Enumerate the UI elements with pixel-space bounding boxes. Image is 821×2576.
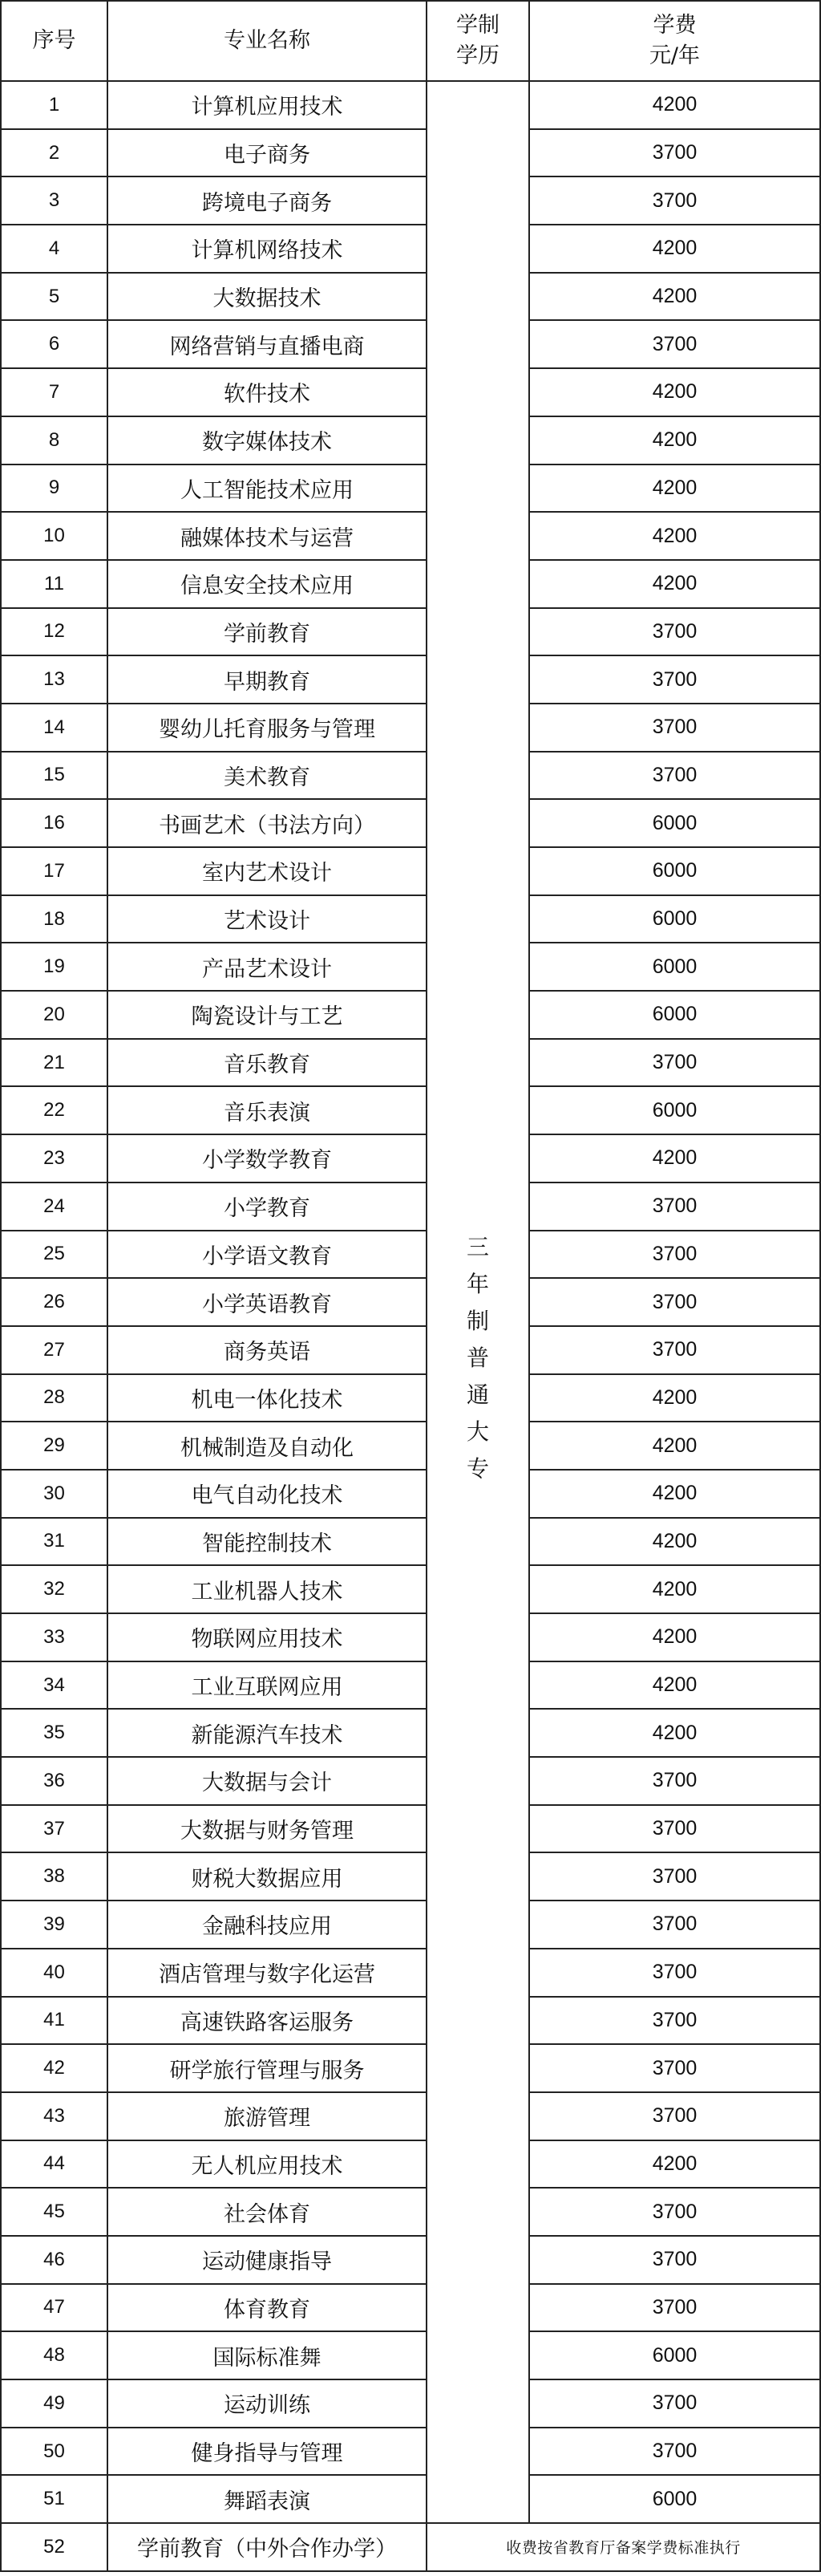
tuition-fee: 3700 <box>529 704 820 752</box>
major-name: 金融科技应用 <box>107 1901 427 1949</box>
table-row <box>1 1709 820 1757</box>
table-row <box>1 2428 820 2476</box>
tuition-fee: 3700 <box>529 2236 820 2284</box>
duration-label: 三年制普通大专 <box>466 1234 489 1483</box>
tuition-fee: 3700 <box>529 1183 820 1231</box>
major-name: 国际标准舞 <box>107 2331 427 2379</box>
major-name: 美术教育 <box>107 752 427 800</box>
tuition-fee: 3700 <box>529 1231 820 1279</box>
table-row <box>1 1757 820 1805</box>
tuition-fee: 6000 <box>529 991 820 1039</box>
table-row <box>1 752 820 800</box>
tuition-fee: 3700 <box>529 2379 820 2428</box>
table-row <box>1 1134 820 1183</box>
row-number: 29 <box>1 1422 107 1470</box>
table-row <box>1 560 820 608</box>
major-name: 大数据技术 <box>107 273 427 321</box>
row-number: 6 <box>1 320 107 368</box>
table-row <box>1 512 820 560</box>
row-number: 19 <box>1 943 107 991</box>
row-number: 8 <box>1 416 107 464</box>
table-row <box>1 368 820 416</box>
table-row <box>1 1086 820 1134</box>
row-number: 47 <box>1 2284 107 2332</box>
major-name: 运动训练 <box>107 2379 427 2428</box>
row-number: 37 <box>1 1805 107 1853</box>
row-number: 42 <box>1 2044 107 2092</box>
table-row <box>1 991 820 1039</box>
row-number: 50 <box>1 2428 107 2476</box>
table-row <box>1 895 820 943</box>
tuition-fee: 3700 <box>529 2284 820 2332</box>
row-number: 27 <box>1 1326 107 1374</box>
major-name: 大数据与财务管理 <box>107 1805 427 1853</box>
major-name: 电气自动化技术 <box>107 1470 427 1518</box>
row-number: 49 <box>1 2379 107 2428</box>
header-no: 序号 <box>1 1 107 81</box>
tuition-fee: 6000 <box>529 895 820 943</box>
table-row <box>1 129 820 177</box>
table-row <box>1 225 820 273</box>
row-number: 36 <box>1 1757 107 1805</box>
row-number: 43 <box>1 2092 107 2140</box>
tuition-fee: 4200 <box>529 1134 820 1183</box>
row-number: 52 <box>1 2523 107 2571</box>
major-name: 计算机应用技术 <box>107 81 427 129</box>
tuition-fee: 3700 <box>529 608 820 656</box>
table-header-row <box>1 1 820 81</box>
table-row <box>1 608 820 656</box>
row-number: 35 <box>1 1709 107 1757</box>
row-number: 24 <box>1 1183 107 1231</box>
table-row <box>1 1997 820 2045</box>
table-row <box>1 273 820 321</box>
major-name: 商务英语 <box>107 1326 427 1374</box>
major-name: 室内艺术设计 <box>107 847 427 895</box>
tuition-fee: 3700 <box>529 2092 820 2140</box>
tuition-fee: 3700 <box>529 1997 820 2045</box>
row-number: 9 <box>1 464 107 513</box>
table-row <box>1 2092 820 2140</box>
tuition-fee: 3700 <box>529 320 820 368</box>
tuition-fee: 3700 <box>529 2044 820 2092</box>
major-name: 工业互联网应用 <box>107 1661 427 1710</box>
table-row <box>1 655 820 704</box>
major-name: 信息安全技术应用 <box>107 560 427 608</box>
tuition-fee: 4200 <box>529 1422 820 1470</box>
major-name: 学前教育（中外合作办学） <box>107 2523 427 2571</box>
major-name: 网络营销与直播电商 <box>107 320 427 368</box>
major-name: 无人机应用技术 <box>107 2140 427 2189</box>
major-name: 人工智能技术应用 <box>107 464 427 513</box>
table-row <box>1 2236 820 2284</box>
table-body <box>1 81 820 2571</box>
tuition-fee: 4200 <box>529 368 820 416</box>
row-number: 23 <box>1 1134 107 1183</box>
duration-cell <box>427 81 529 2523</box>
table-row <box>1 416 820 464</box>
tuition-fee: 6000 <box>529 2331 820 2379</box>
major-name: 酒店管理与数字化运营 <box>107 1949 427 1997</box>
header-name: 专业名称 <box>107 1 427 81</box>
table-row <box>1 847 820 895</box>
row-number: 16 <box>1 799 107 847</box>
row-number: 13 <box>1 655 107 704</box>
row-number: 12 <box>1 608 107 656</box>
row-number: 28 <box>1 1374 107 1422</box>
tuition-fee: 3700 <box>529 1757 820 1805</box>
row-number: 33 <box>1 1613 107 1661</box>
major-name: 运动健康指导 <box>107 2236 427 2284</box>
major-name: 电子商务 <box>107 129 427 177</box>
row-number: 4 <box>1 225 107 273</box>
row-number: 30 <box>1 1470 107 1518</box>
table-row <box>1 2140 820 2189</box>
major-name: 财税大数据应用 <box>107 1852 427 1901</box>
major-name: 健身指导与管理 <box>107 2428 427 2476</box>
tuition-fee: 4200 <box>529 512 820 560</box>
tuition-fee: 4200 <box>529 2140 820 2189</box>
table-row <box>1 464 820 513</box>
tuition-fee: 3700 <box>529 176 820 225</box>
table-row <box>1 1805 820 1853</box>
row-number: 10 <box>1 512 107 560</box>
table-row <box>1 176 820 225</box>
row-number: 39 <box>1 1901 107 1949</box>
major-name: 融媒体技术与运营 <box>107 512 427 560</box>
header-duration-line2: 学历 <box>456 43 499 68</box>
header-duration-line1: 学制 <box>456 13 499 38</box>
row-number: 15 <box>1 752 107 800</box>
tuition-fee: 3700 <box>529 1326 820 1374</box>
row-number: 18 <box>1 895 107 943</box>
row-number: 34 <box>1 1661 107 1710</box>
tuition-fee: 4200 <box>529 560 820 608</box>
fee-note: 收费按省教育厅备案学费标准执行 <box>427 2523 820 2571</box>
major-name: 高速铁路客运服务 <box>107 1997 427 2045</box>
major-name: 智能控制技术 <box>107 1518 427 1566</box>
header-duration <box>427 1 529 81</box>
major-name: 陶瓷设计与工艺 <box>107 991 427 1039</box>
table-row <box>1 1949 820 1997</box>
row-number: 31 <box>1 1518 107 1566</box>
table-row <box>1 1470 820 1518</box>
tuition-fee: 6000 <box>529 943 820 991</box>
major-name: 机电一体化技术 <box>107 1374 427 1422</box>
table-row <box>1 1518 820 1566</box>
table-row <box>1 2331 820 2379</box>
major-name: 产品艺术设计 <box>107 943 427 991</box>
major-name: 大数据与会计 <box>107 1757 427 1805</box>
table-row <box>1 1374 820 1422</box>
major-name: 舞蹈表演 <box>107 2475 427 2523</box>
major-name: 体育教育 <box>107 2284 427 2332</box>
table-row <box>1 2188 820 2236</box>
header-fee <box>529 1 820 81</box>
table-row <box>1 2379 820 2428</box>
tuition-fee: 3700 <box>529 1949 820 1997</box>
tuition-fee: 3700 <box>529 2428 820 2476</box>
row-number: 26 <box>1 1278 107 1326</box>
row-number: 17 <box>1 847 107 895</box>
major-name: 旅游管理 <box>107 2092 427 2140</box>
major-name: 数字媒体技术 <box>107 416 427 464</box>
tuition-fee: 3700 <box>529 1852 820 1901</box>
tuition-fee: 4200 <box>529 1470 820 1518</box>
row-number: 51 <box>1 2475 107 2523</box>
table-row <box>1 1183 820 1231</box>
tuition-fee: 4200 <box>529 1374 820 1422</box>
major-name: 小学语文教育 <box>107 1231 427 1279</box>
major-name: 社会体育 <box>107 2188 427 2236</box>
table-row <box>1 1901 820 1949</box>
tuition-fee: 4200 <box>529 1565 820 1613</box>
row-number: 11 <box>1 560 107 608</box>
major-name: 工业机器人技术 <box>107 1565 427 1613</box>
row-number: 48 <box>1 2331 107 2379</box>
row-number: 32 <box>1 1565 107 1613</box>
major-name: 机械制造及自动化 <box>107 1422 427 1470</box>
tuition-fee: 4200 <box>529 81 820 129</box>
row-number: 1 <box>1 81 107 129</box>
table-row <box>1 1422 820 1470</box>
tuition-fee: 4200 <box>529 1613 820 1661</box>
table-row <box>1 2523 820 2571</box>
major-name: 小学教育 <box>107 1183 427 1231</box>
table-row <box>1 1852 820 1901</box>
major-name: 早期教育 <box>107 655 427 704</box>
table-row <box>1 2284 820 2332</box>
row-number: 41 <box>1 1997 107 2045</box>
table-row <box>1 320 820 368</box>
row-number: 14 <box>1 704 107 752</box>
row-number: 40 <box>1 1949 107 1997</box>
tuition-fee: 6000 <box>529 799 820 847</box>
major-name: 小学数学教育 <box>107 1134 427 1183</box>
row-number: 3 <box>1 176 107 225</box>
table-row <box>1 1231 820 1279</box>
table-row <box>1 2475 820 2523</box>
header-fee-line1: 学费 <box>653 13 697 38</box>
table-row <box>1 81 820 129</box>
row-number: 44 <box>1 2140 107 2189</box>
tuition-fee: 4200 <box>529 1709 820 1757</box>
table-row <box>1 1039 820 1087</box>
tuition-fee: 3700 <box>529 129 820 177</box>
row-number: 25 <box>1 1231 107 1279</box>
row-number: 7 <box>1 368 107 416</box>
tuition-fee: 3700 <box>529 1901 820 1949</box>
major-name: 研学旅行管理与服务 <box>107 2044 427 2092</box>
tuition-fee: 3700 <box>529 655 820 704</box>
table-row <box>1 1661 820 1710</box>
major-name: 婴幼儿托育服务与管理 <box>107 704 427 752</box>
header-fee-line2: 元/年 <box>649 43 701 68</box>
tuition-fee: 4200 <box>529 225 820 273</box>
major-name: 学前教育 <box>107 608 427 656</box>
table-row <box>1 799 820 847</box>
tuition-fee: 6000 <box>529 2475 820 2523</box>
table-row <box>1 1326 820 1374</box>
tuition-fee: 6000 <box>529 1086 820 1134</box>
table-row <box>1 1565 820 1613</box>
major-name: 跨境电子商务 <box>107 176 427 225</box>
tuition-fee: 3700 <box>529 752 820 800</box>
row-number: 22 <box>1 1086 107 1134</box>
major-name: 艺术设计 <box>107 895 427 943</box>
tuition-fee: 3700 <box>529 1278 820 1326</box>
row-number: 45 <box>1 2188 107 2236</box>
tuition-fee: 4200 <box>529 273 820 321</box>
major-name: 软件技术 <box>107 368 427 416</box>
major-name: 物联网应用技术 <box>107 1613 427 1661</box>
row-number: 5 <box>1 273 107 321</box>
row-number: 20 <box>1 991 107 1039</box>
tuition-fee: 4200 <box>529 1661 820 1710</box>
row-number: 2 <box>1 129 107 177</box>
table-row <box>1 943 820 991</box>
tuition-fee: 6000 <box>529 847 820 895</box>
major-name: 小学英语教育 <box>107 1278 427 1326</box>
major-name: 音乐表演 <box>107 1086 427 1134</box>
table-row <box>1 704 820 752</box>
tuition-fee: 4200 <box>529 1518 820 1566</box>
tuition-fee: 4200 <box>529 464 820 513</box>
major-name: 书画艺术（书法方向） <box>107 799 427 847</box>
major-name: 计算机网络技术 <box>107 225 427 273</box>
table-row <box>1 1613 820 1661</box>
row-number: 46 <box>1 2236 107 2284</box>
row-number: 38 <box>1 1852 107 1901</box>
major-name: 新能源汽车技术 <box>107 1709 427 1757</box>
tuition-fee: 3700 <box>529 1805 820 1853</box>
tuition-fee: 3700 <box>529 1039 820 1087</box>
major-name: 音乐教育 <box>107 1039 427 1087</box>
tuition-fee: 3700 <box>529 2188 820 2236</box>
table-row <box>1 2044 820 2092</box>
tuition-fee: 4200 <box>529 416 820 464</box>
row-number: 21 <box>1 1039 107 1087</box>
table-row <box>1 1278 820 1326</box>
